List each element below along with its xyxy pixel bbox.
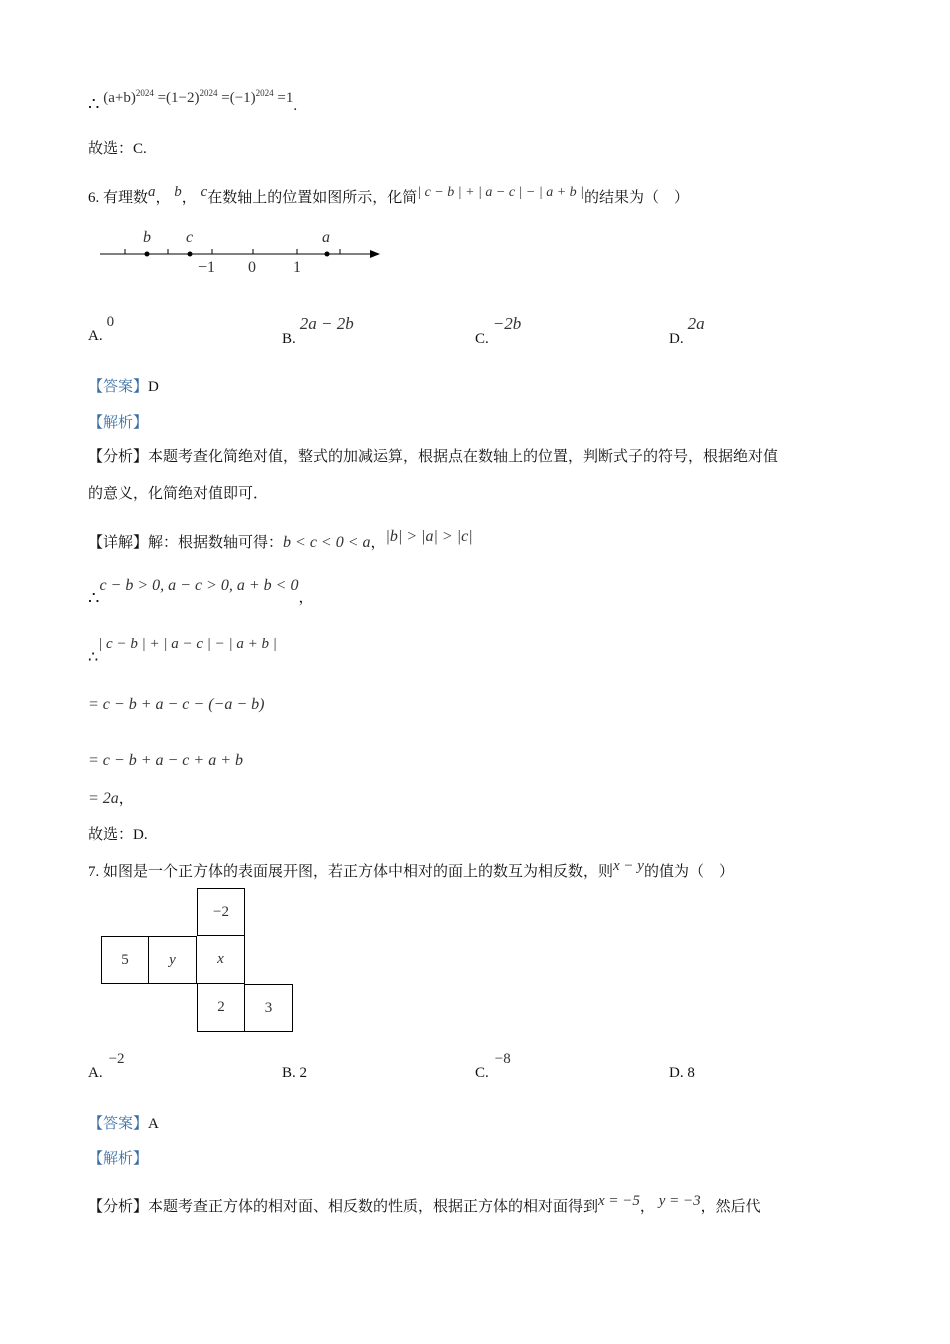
net-cell: x — [197, 936, 245, 984]
net-cell: 3 — [245, 984, 293, 1032]
q7-analysis: 【分析】本题考查正方体的相对面、相反数的性质，根据正方体的相对面得到$^{x = -5}$， $^{y = -3}$，然后代 — [88, 1193, 761, 1215]
net-cell: 5 — [101, 936, 149, 984]
point-b — [145, 252, 150, 257]
q6-stem: 6. 有理数$^a$， $^b$， $^c$在数轴上的位置如图所示，化简$^{| c - b | + | a - c | - | a + b |}$的结果为（ ） — [88, 184, 690, 206]
label-b: b — [143, 229, 151, 246]
q6-choice: 故选：D. — [88, 827, 148, 843]
q7-option-a[interactable]: A.−2 — [88, 1051, 125, 1081]
q6-analysis: 【分析】本题考查化简绝对值，整式的加减运算，根据点在数轴上的位置，判断式子的符号，根据绝对值 — [88, 449, 779, 465]
q6-analysis-tag: 【解析】 — [88, 415, 149, 431]
q6-option-b[interactable]: B.2a − 2b — [282, 314, 354, 347]
q6-option-c[interactable]: C.−2b — [475, 314, 522, 347]
prev-equation: ∴ $(a+b)^{2024} =(1-2)^{2024} =(-1)^{2024} =1$. — [88, 88, 298, 114]
q7-option-b[interactable]: B. 2 — [282, 1065, 308, 1081]
point-a — [325, 252, 330, 257]
net-cell: −2 — [197, 888, 245, 936]
q6-detail: 【详解】解：根据数轴可得：b < c < 0 < a，$^{|b| > |a| > |c|}$ — [88, 528, 473, 551]
q7-option-d[interactable]: D. 8 — [669, 1065, 695, 1081]
q7-analysis-tag: 【解析】 — [88, 1151, 149, 1167]
q7-stem: 7. 如图是一个正方体的表面展开图，若正方体中相对的面上的数互为相反数，则$^{x - y}$的值为（ ） — [88, 858, 734, 880]
q6-step-2: ∴| c − b | + | a − c | − | a + b | — [88, 636, 277, 666]
label-c: c — [186, 229, 194, 246]
net-cell: 2 — [197, 984, 245, 1032]
prev-choice: 故选：C. — [88, 141, 147, 157]
q7-answer: 【答案】A — [88, 1116, 159, 1132]
q7-option-c[interactable]: C.−8 — [475, 1051, 511, 1081]
label-a: a — [322, 229, 330, 246]
q6-analysis-2: 的意义，化简绝对值即可． — [88, 486, 269, 502]
q6-step-3: = c − b + a − c − (−a − b) — [88, 696, 265, 713]
tick-neg1: −1 — [198, 259, 216, 276]
q6-option-d[interactable]: D.2a — [669, 314, 705, 347]
q6-step-5: = 2a， — [88, 790, 134, 807]
point-c — [188, 252, 193, 257]
tick-0: 0 — [248, 259, 256, 276]
q6-step-1: ∴c − b > 0, a − c > 0, a + b < 0， — [88, 577, 314, 608]
q6-answer: 【答案】D — [88, 379, 159, 395]
arrow-icon — [370, 250, 380, 258]
q6-option-a[interactable]: A.0 — [88, 314, 115, 344]
q6-step-4: = c − b + a − c + a + b — [88, 752, 243, 769]
net-cell: y — [149, 936, 197, 984]
tick-1: 1 — [293, 259, 301, 276]
